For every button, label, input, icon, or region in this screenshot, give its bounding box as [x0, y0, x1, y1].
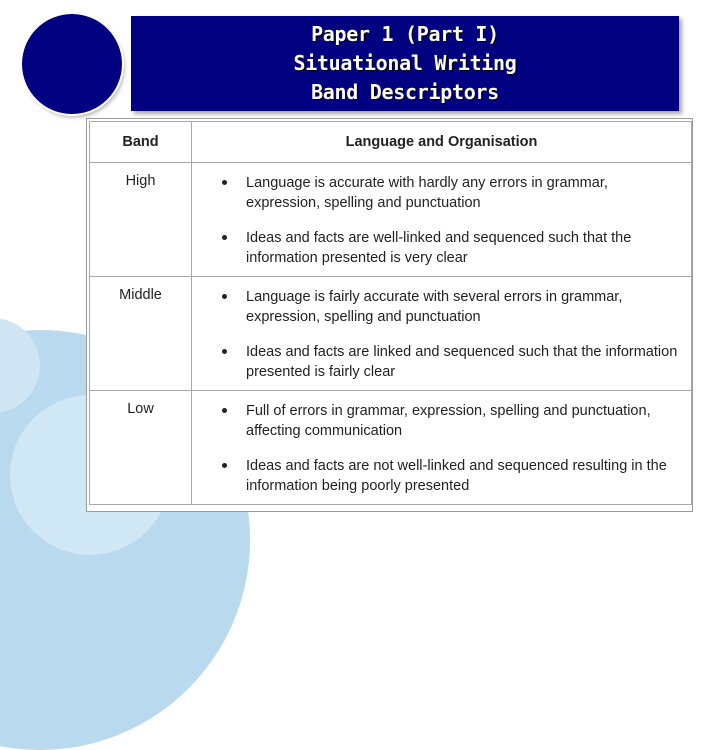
title-line-3: Band Descriptors — [311, 80, 499, 104]
band-descriptor-table — [89, 121, 692, 505]
band-name-high: High — [90, 163, 192, 277]
descriptor-cell — [192, 391, 692, 505]
table-row — [90, 163, 692, 277]
table-header-row — [90, 122, 692, 163]
table-row — [90, 277, 692, 391]
title-line-1: Paper 1 (Part I) — [311, 22, 499, 46]
descriptor-text: Full of errors in grammar, expression, spelling and punctuation, affecting communication — [246, 403, 651, 439]
list-item — [222, 228, 683, 268]
band-name-middle: Middle — [90, 277, 192, 391]
descriptor-text: Language is fairly accurate with several errors in grammar, expression, spelling and punctuation — [246, 289, 623, 325]
header-band: Band — [90, 122, 192, 163]
slide-title — [131, 16, 679, 111]
list-item — [222, 173, 683, 213]
descriptor-list — [222, 287, 683, 382]
band-name-low: Low — [90, 391, 192, 505]
descriptor-cell — [192, 163, 692, 277]
descriptor-list — [222, 173, 683, 268]
descriptor-text: Ideas and facts are well-linked and sequenced such that the information presented is very clear — [246, 230, 632, 266]
list-item — [222, 401, 683, 441]
table-row — [90, 391, 692, 505]
list-item — [222, 456, 683, 496]
list-item — [222, 287, 683, 327]
descriptor-text: Ideas and facts are not well-linked and sequenced resulting in the information being poorly presented — [246, 458, 667, 494]
title-line-2: Situational Writing — [293, 51, 517, 75]
bullet-icon — [222, 294, 227, 299]
logo-circle — [22, 14, 122, 114]
descriptor-list — [222, 401, 683, 496]
bullet-icon — [222, 349, 227, 354]
descriptor-text: Language is accurate with hardly any errors in grammar, expression, spelling and punctuation — [246, 175, 608, 211]
bullet-icon — [222, 180, 227, 185]
list-item — [222, 342, 683, 382]
band-descriptor-panel — [86, 118, 693, 512]
bullet-icon — [222, 463, 227, 468]
bullet-icon — [222, 408, 227, 413]
header-language-organisation: Language and Organisation — [192, 122, 692, 163]
descriptor-text: Ideas and facts are linked and sequenced such that the information presented is fairly clear — [246, 344, 678, 380]
descriptor-cell — [192, 277, 692, 391]
bullet-icon — [222, 235, 227, 240]
